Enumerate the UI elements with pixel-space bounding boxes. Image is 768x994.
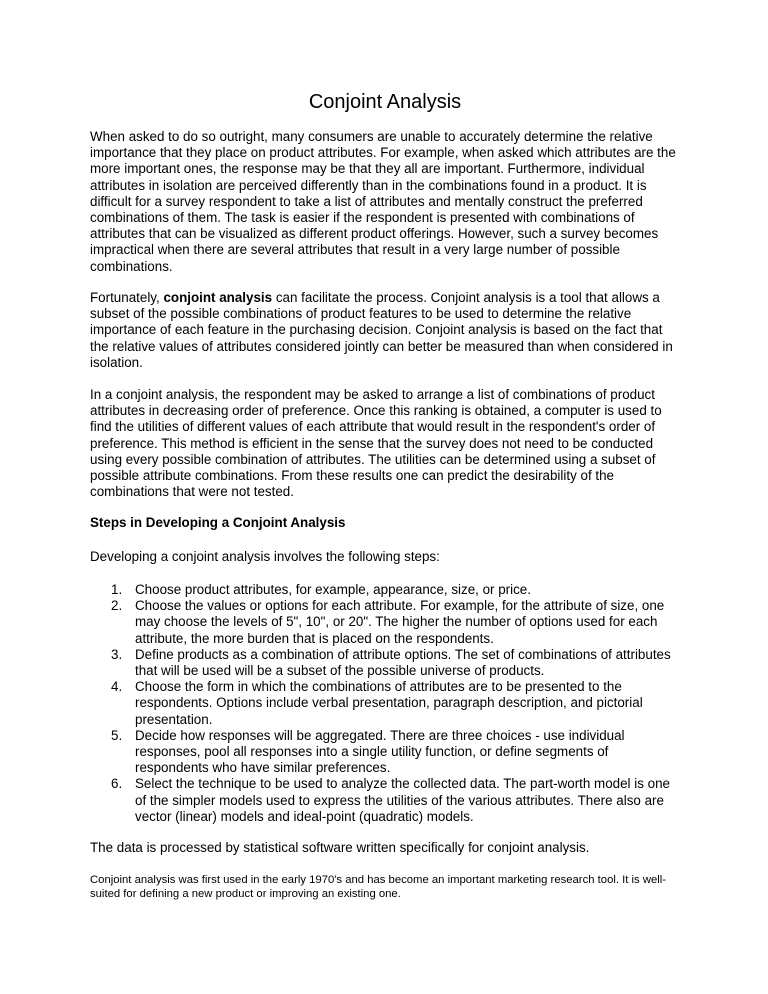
- list-item-number: 5.: [111, 727, 123, 743]
- list-item: [90, 728, 680, 777]
- page-title: Conjoint Analysis: [308, 91, 462, 113]
- paragraph-text-after: can facilitate the process. Conjoint analysis is a tool that allows a subset of the possible combinations of product features to be used to determine the relative importance of each feature in the purchasing decision. Conjoint analysis is based on the fact that the relative values of attributes considered jointly can better be measured than when considered in isolation.: [90, 290, 673, 370]
- steps-list: [90, 582, 680, 825]
- list-item: [90, 647, 680, 679]
- list-item: [90, 598, 680, 647]
- steps-intro: Developing a conjoint analysis involves the following steps:: [90, 549, 440, 564]
- list-item: [90, 679, 680, 728]
- history-paragraph: Conjoint analysis was first used in the early 1970's and has become an important marketing research tool. It is well-suited for defining a new product or improving an existing one.: [90, 874, 667, 900]
- list-item-number: 4.: [111, 679, 123, 695]
- steps-heading: Steps in Developing a Conjoint Analysis: [90, 515, 346, 530]
- intro-paragraph: When asked to do so outright, many consumers are unable to accurately determine the relative importance that they place on product attributes. For example, when asked which attributes are the more important ones, the response may be that they all are important. Furthermore, individual attributes in isolation are perceived differently than in the combinations found in a product. It is difficult for a survey respondent to take a list of attributes and mentally construct the preferred combinations of them. The task is easier if the respondent is presented with combinations of attributes that can be visualized as different product offerings. However, such a survey becomes impractical when there are several attributes that result in a very large number of possible combinations.: [90, 129, 676, 274]
- list-item-text: Choose the form in which the combinations of attributes are to be presented to the respondents. Options include verbal presentation, paragraph description, and pictorial presentation.: [135, 679, 643, 727]
- ranking-paragraph: In a conjoint analysis, the respondent may be asked to arrange a list of combinations of product attributes in decreasing order of preference. Once this ranking is obtained, a computer is used to find the utilities of different values of each attribute that would result in the respondent's order of preference. This method is efficient in the sense that the survey does not need to be conducted using every possible combination of attributes. The utilities can be determined using a subset of possible attribute combinations. From these results one can predict the desirability of the combinations that were not tested.: [90, 387, 662, 500]
- list-item-text: Decide how responses will be aggregated. There are three choices - use individual responses, pool all responses into a single utility function, or define segments of respondents who have similar preferences.: [135, 727, 625, 776]
- list-item-text: Choose the values or options for each attribute. For example, for the attribute of size, one may choose the levels of 5", 10", or 20". The higher the number of options used for each attribute, the more burden that is placed on the respondents.: [135, 598, 665, 646]
- list-item-number: 6.: [111, 776, 123, 792]
- processing-paragraph: The data is processed by statistical software written specifically for conjoint analysis.: [90, 840, 590, 855]
- list-item-text: Choose product attributes, for example, appearance, size, or price.: [135, 582, 531, 597]
- list-item: [90, 582, 680, 598]
- list-item-text: Select the technique to be used to analyze the collected data. The part-worth model is one of the simpler models used to express the utilities of the various attributes. There also are vector (linear) models and ideal-point (quadratic) models.: [135, 776, 670, 824]
- bold-term: conjoint analysis: [163, 290, 273, 305]
- list-item-text: Define products as a combination of attribute options. The set of combinations of attributes that will be used will be a subset of the possible universe of products.: [135, 646, 671, 679]
- list-item-number: 2.: [111, 598, 123, 614]
- list-item: [90, 776, 680, 825]
- paragraph-text-before: Fortunately,: [90, 290, 164, 305]
- list-item-number: 1.: [111, 582, 123, 597]
- list-item-number: 3.: [111, 646, 123, 662]
- conjoint-definition-paragraph: [90, 290, 680, 371]
